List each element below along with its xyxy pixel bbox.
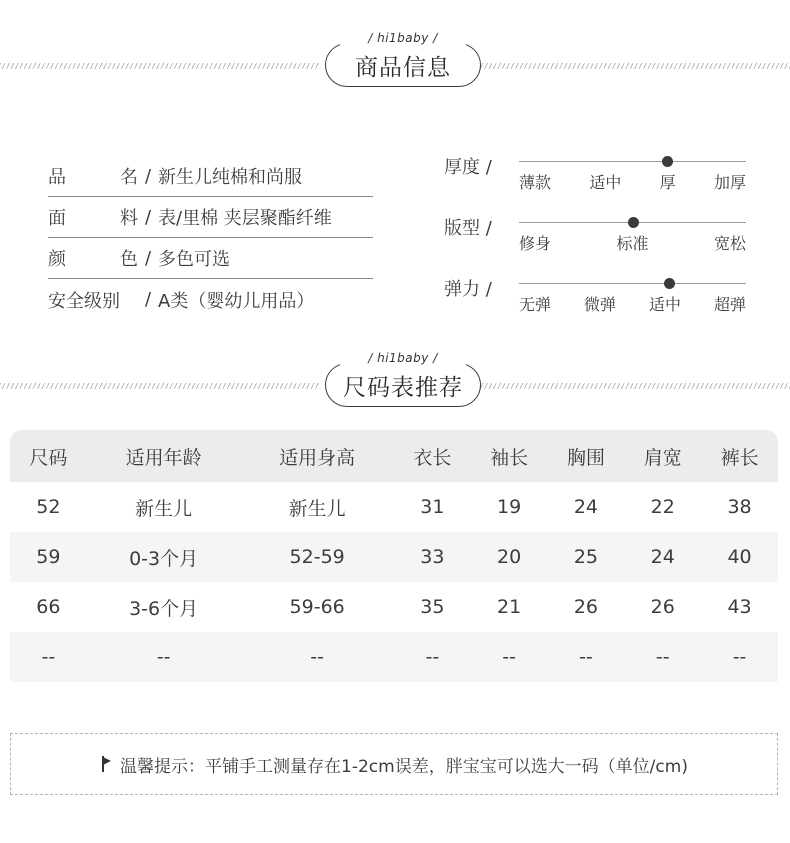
table-cell: 3-6个月 bbox=[129, 597, 199, 620]
column-header: 裤长 bbox=[701, 430, 778, 482]
info-row-color bbox=[48, 238, 373, 279]
table-cell: -- bbox=[701, 632, 778, 682]
info-separator: / bbox=[144, 289, 152, 310]
product-info-list bbox=[48, 156, 373, 320]
scale-option: 标准 bbox=[616, 234, 649, 253]
table-cell: 20 bbox=[471, 532, 548, 582]
hatch-divider bbox=[478, 63, 790, 69]
section-header-size-chart bbox=[0, 351, 790, 416]
scale-options bbox=[519, 170, 746, 194]
scale-label: 版型 / bbox=[444, 218, 492, 239]
scale-option: 修身 bbox=[519, 234, 552, 253]
brand-label: / hi1baby / bbox=[340, 31, 466, 45]
table-cell: 22 bbox=[650, 496, 675, 518]
scale-track bbox=[519, 161, 746, 162]
info-row-safety bbox=[48, 279, 373, 320]
table-cell: 26 bbox=[573, 596, 599, 618]
column-header: 衣长 bbox=[394, 430, 471, 482]
info-separator: / bbox=[144, 165, 152, 187]
table-cell: 66 bbox=[36, 596, 61, 618]
table-cell: 24 bbox=[624, 532, 701, 582]
scale-marker bbox=[628, 217, 639, 228]
column-header: 尺码 bbox=[10, 430, 87, 482]
info-key: 面 料 bbox=[48, 208, 138, 229]
scale-thickness bbox=[444, 150, 754, 211]
info-separator: / bbox=[144, 247, 152, 269]
scale-option: 适中 bbox=[589, 173, 622, 192]
hatch-divider bbox=[0, 383, 320, 389]
table-row bbox=[10, 632, 778, 682]
info-key: 颜 色 bbox=[48, 249, 138, 270]
info-row-name bbox=[48, 156, 373, 197]
table-cell: 59 bbox=[10, 532, 87, 582]
scale-label: 厚度 / bbox=[444, 157, 492, 178]
table-cell: 31 bbox=[420, 496, 445, 518]
table-cell: 33 bbox=[394, 532, 471, 582]
table-cell: 0-3个月 bbox=[87, 532, 241, 582]
table-cell: -- bbox=[10, 632, 87, 682]
table-cell: 21 bbox=[497, 596, 522, 618]
tip-box bbox=[10, 733, 778, 795]
table-cell: 52 bbox=[36, 496, 61, 518]
table-cell: -- bbox=[624, 632, 701, 682]
table-cell: -- bbox=[240, 632, 394, 682]
column-header: 适用年龄 bbox=[87, 430, 241, 482]
brand-label: / hi1baby / bbox=[340, 351, 466, 365]
attribute-scales bbox=[444, 150, 754, 333]
table-cell: -- bbox=[548, 632, 625, 682]
scale-option: 加厚 bbox=[713, 173, 746, 192]
table-cell: -- bbox=[394, 632, 471, 682]
table-row bbox=[10, 532, 778, 582]
section-title: 商品信息 bbox=[325, 43, 481, 87]
hatch-divider bbox=[0, 63, 320, 69]
table-header-row bbox=[10, 430, 778, 482]
size-table bbox=[10, 430, 778, 682]
section-header-product-info bbox=[0, 31, 790, 96]
table-cell: 24 bbox=[573, 496, 599, 518]
table-row bbox=[10, 482, 778, 532]
info-value: A类（婴幼儿用品） bbox=[158, 290, 315, 312]
table-cell: 52-59 bbox=[240, 532, 394, 582]
column-header: 袖长 bbox=[471, 430, 548, 482]
section-title: 尺码表推荐 bbox=[325, 363, 481, 407]
scale-label: 弹力 / bbox=[444, 279, 492, 300]
table-cell: 26 bbox=[650, 596, 675, 618]
table-cell: 59-66 bbox=[289, 596, 345, 618]
scale-track bbox=[519, 283, 746, 284]
info-value: 新生儿纯棉和尚服 bbox=[158, 167, 302, 188]
table-cell: 19 bbox=[497, 496, 522, 518]
info-key: 安全级别 bbox=[48, 290, 120, 312]
table-row bbox=[10, 582, 778, 632]
table-cell: -- bbox=[87, 632, 241, 682]
info-separator: / bbox=[144, 206, 152, 228]
scale-track bbox=[519, 222, 746, 223]
table-cell: 38 bbox=[727, 496, 752, 518]
flag-icon bbox=[100, 756, 114, 772]
scale-marker bbox=[662, 156, 673, 167]
scale-elasticity bbox=[444, 272, 754, 333]
table-cell: 35 bbox=[420, 596, 445, 618]
hatch-divider bbox=[478, 383, 790, 389]
scale-option: 微弹 bbox=[583, 295, 616, 314]
info-value: 多色可选 bbox=[158, 249, 230, 270]
column-header: 胸围 bbox=[548, 430, 625, 482]
column-header: 肩宽 bbox=[624, 430, 701, 482]
scale-fit bbox=[444, 211, 754, 272]
scale-option: 适中 bbox=[648, 295, 681, 314]
column-header: 适用身高 bbox=[240, 430, 394, 482]
table-cell: -- bbox=[471, 632, 548, 682]
info-row-material bbox=[48, 197, 373, 238]
scale-option: 厚 bbox=[659, 173, 676, 192]
table-cell: 新生儿 bbox=[288, 497, 346, 520]
table-cell: 43 bbox=[727, 596, 752, 618]
info-value: 表/里棉 夹层聚酯纤维 bbox=[158, 208, 332, 229]
table-cell: 25 bbox=[548, 532, 625, 582]
scale-option: 薄款 bbox=[519, 173, 552, 192]
scale-options bbox=[519, 292, 746, 316]
table-cell: 新生儿 bbox=[135, 497, 193, 520]
scale-option: 宽松 bbox=[713, 234, 746, 253]
table-cell: 40 bbox=[701, 532, 778, 582]
info-key: 品 名 bbox=[48, 167, 138, 188]
tip-text: 温馨提示：平铺手工测量存在1-2cm误差，胖宝宝可以选大一码（单位/cm) bbox=[120, 756, 688, 777]
scale-marker bbox=[664, 278, 675, 289]
scale-option: 无弹 bbox=[519, 295, 552, 314]
scale-option: 超弹 bbox=[713, 295, 746, 314]
scale-options bbox=[519, 231, 746, 255]
